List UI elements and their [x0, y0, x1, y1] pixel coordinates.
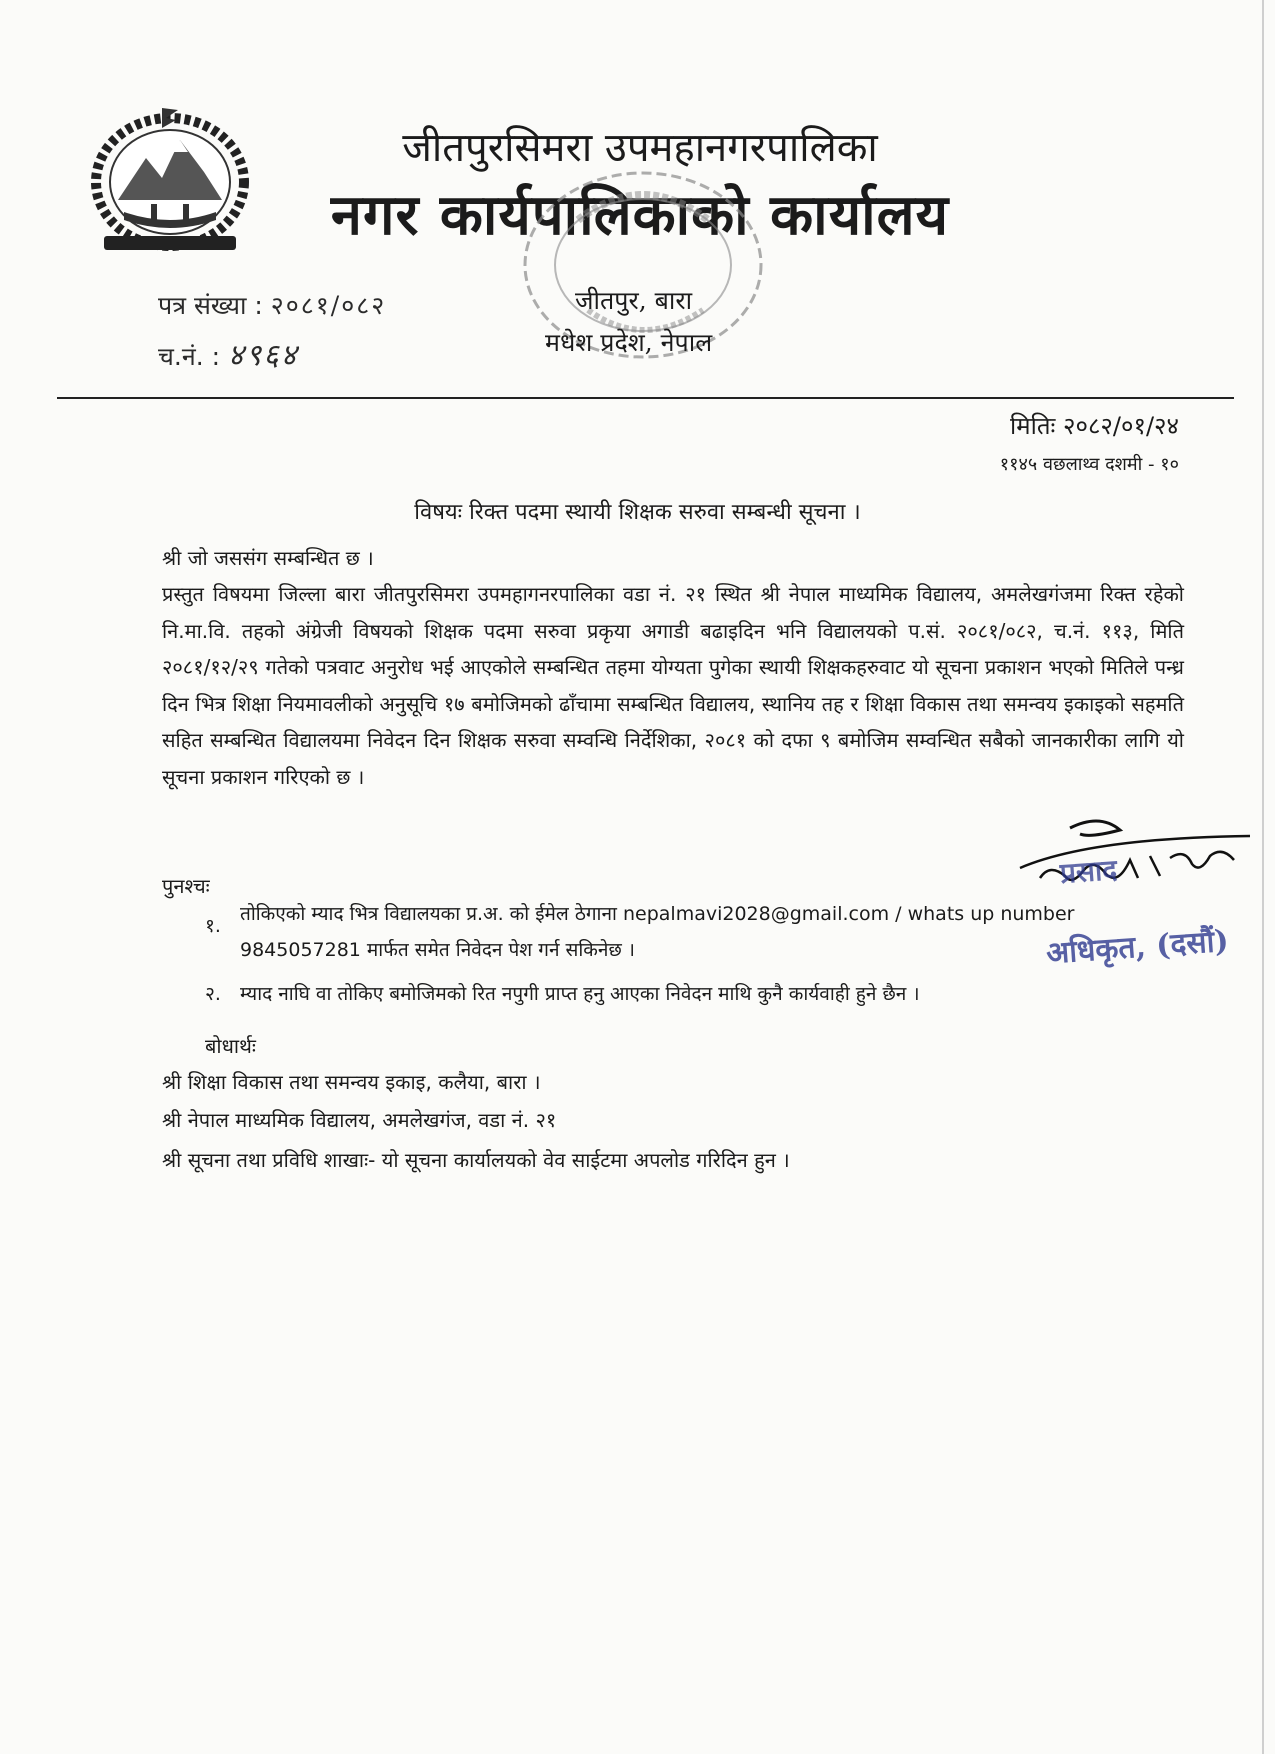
postscript-item-2: म्याद नाघि वा तोकिए बमोजिमको रित नपुगी प्राप्त हनु आएका निवेदन माथि कुनै कार्यवाही हुने छैन । [240, 983, 920, 1005]
dispatch-number-label: च.नं. : [158, 342, 221, 371]
date-value: २०८२/०१/२४ [1062, 412, 1179, 440]
letter-number-value: २०८१/०८२ [270, 291, 387, 320]
postscript-label: पुनश्चः [162, 874, 210, 898]
cc-label: बोधार्थः [205, 1034, 256, 1058]
address-line-2: मधेश प्रदेश, नेपाल [545, 328, 713, 357]
dispatch-number-value: ४९६४ [227, 338, 299, 373]
municipality-name: जीतपुरसिमरा उपमहानगरपालिका [402, 125, 878, 171]
postscript-item-1-number: १. [205, 915, 221, 937]
nepal-sambat-date: ११४५ वछलाथ्व दशमी - १० [999, 454, 1179, 475]
dispatch-number [158, 333, 298, 374]
postscript-item-2-number: २. [205, 983, 221, 1005]
signatory-title-stamp: अधिकृत, (दसौं) [1045, 923, 1230, 972]
signatory-name-stamp: प्रसाद [1058, 853, 1119, 890]
notice-body: प्रस्तुत विषयमा जिल्ला बारा जीतपुरसिमरा उपमहागनरपालिका वडा नं. २१ स्थित श्री नेपाल माध्यमिक विद्यालय, अमलेखगंजमा रिक्त रहेको नि.मा.वि. तहको अंग्रेजी विषयको शिक्षक पदमा सरुवा प्रकृया अगाडी बढाइदिन भनि विद्यालयको प.सं. २०८१/०८२, च.नं. ११३, मिति २०८१/१२/२९ गतेको पत्रवाट अनुरोध भई आएकोले सम्बन्धित तहमा योग्यता पुगेका स्थायी शिक्षकहरुवाट यो सूचना प्रकाशन भएको मितिले पन्ध्र दिन भित्र शिक्षा नियमावलीको अनुसूचि १७ बमोजिमको ढाँचामा सम्बन्धित विद्यालय, स्थानिय तह र शिक्षा विकास तथा समन्वय इकाइको सहमति सहित सम्बन्धित विद्यालयमा निवेदन दिन शिक्षक सरुवा सम्वन्धि निर्देशिका, २०८१ को दफा ९ बमोजिम सम्वन्धित सबैको जानकारीका लागि यो सूचना प्रकाशन गरिएको छ । [162, 582, 1184, 789]
letter-number-label: पत्र संख्या : [158, 291, 263, 320]
cc-recipient-2: श्री नेपाल माध्यमिक विद्यालय, अमलेखगंज, वडा नं. २१ [162, 1108, 557, 1132]
header-divider [57, 397, 1234, 399]
address-line-1: जीतपुर, बारा [575, 286, 693, 315]
office-name: नगर कार्यपालिकाको कार्यालय [330, 182, 950, 248]
salutation: श्री जो जससंग सम्बन्धित छ । [162, 546, 374, 570]
issue-date [1010, 409, 1179, 442]
postscript-item-1: तोकिएको म्याद भित्र विद्यालयका प्र.अ. को ईमेल ठेगाना nepalmavi2028@gmail.com / whats up number 9845057281 मार्फत समेत निवेदन पेश गर्न सकिनेछ । [240, 903, 1075, 961]
letter-number [158, 288, 386, 322]
scan-edge [1262, 0, 1264, 1754]
date-label: मितिः [1010, 412, 1056, 440]
cc-recipient-3: श्री सूचना तथा प्रविधि शाखाः- यो सूचना कार्यालयको वेव साईटमा अपलोड गरिदिन हुन । [162, 1148, 790, 1172]
notice-subject: विषयः रिक्त पदमा स्थायी शिक्षक सरुवा सम्बन्धी सूचना । [414, 500, 861, 525]
cc-recipient-1: श्री शिक्षा विकास तथा समन्वय इकाइ, कलैया, बारा । [162, 1070, 541, 1094]
